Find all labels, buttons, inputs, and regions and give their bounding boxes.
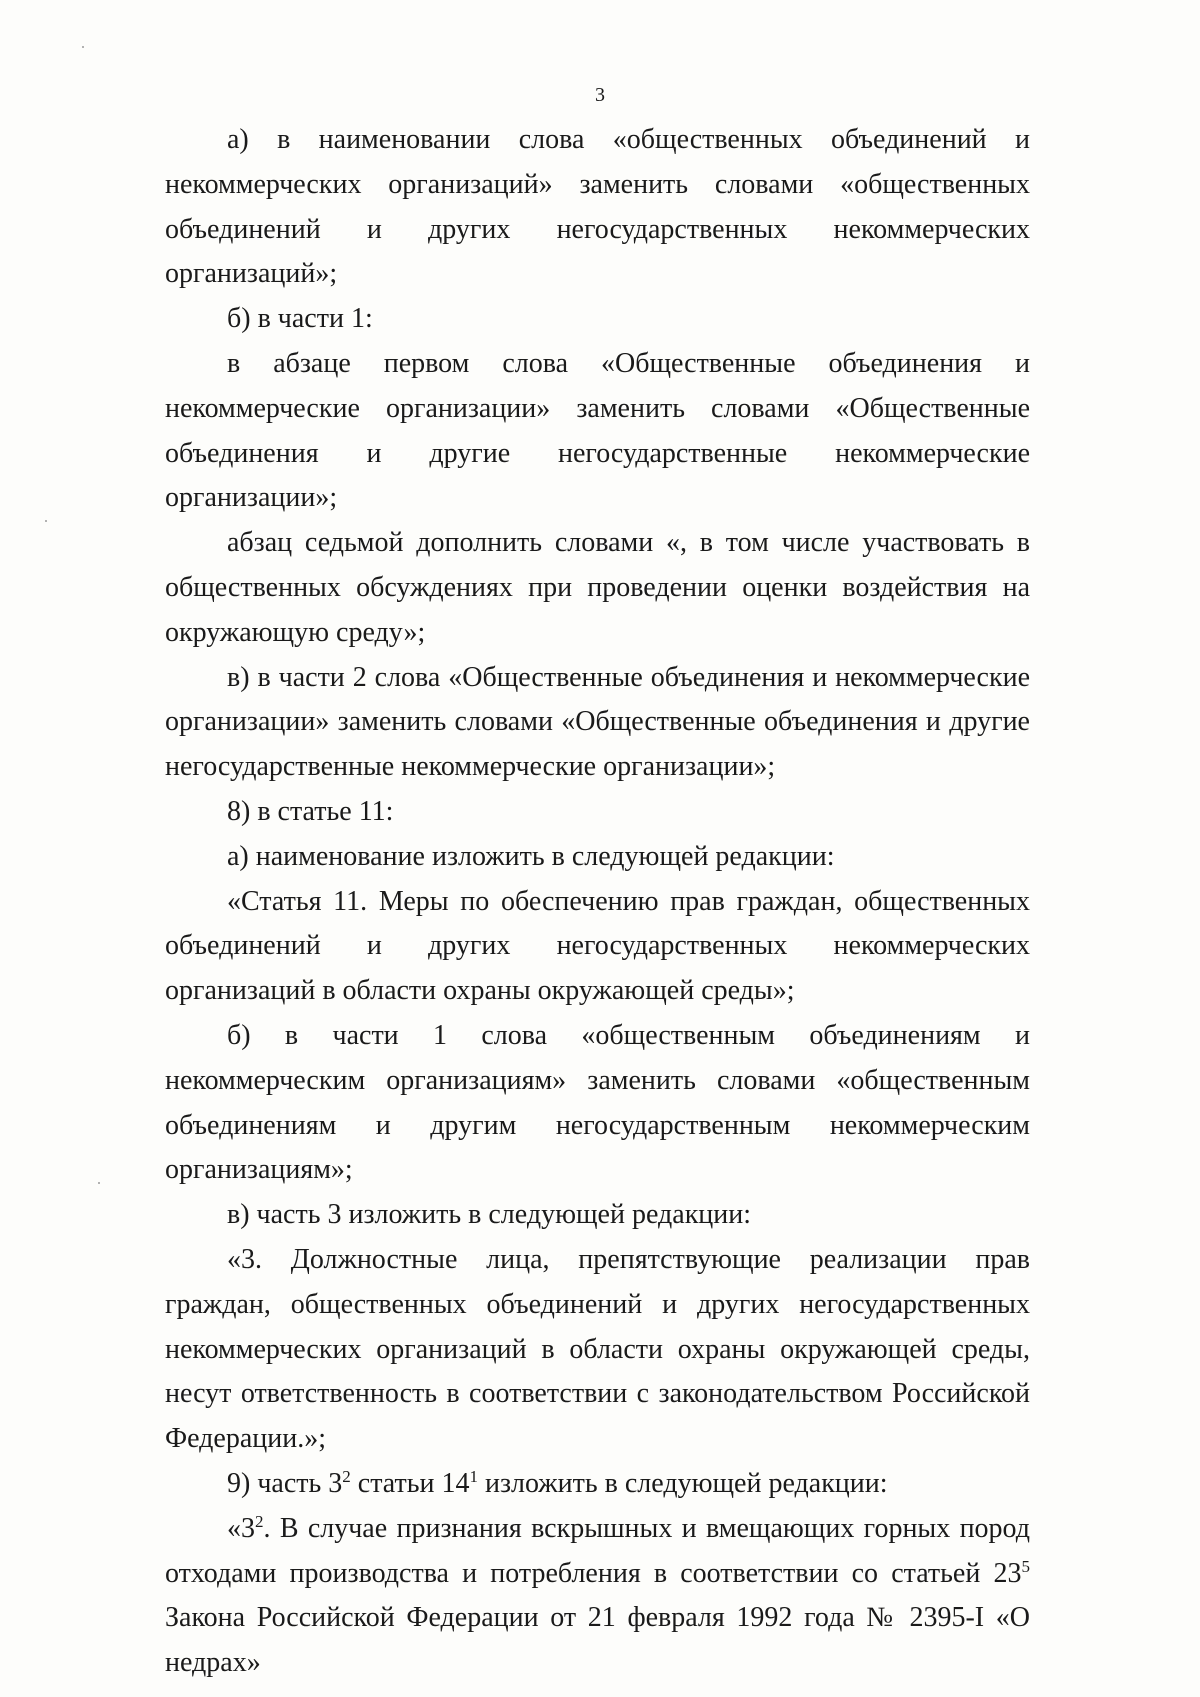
paragraph-article-11-title: «Статья 11. Меры по обеспечению прав граждан, общественных объединений и других негосударственных некоммерческих организаций в области охраны окружающей среды»;: [165, 885, 1030, 1007]
paragraph-item-8v: в) часть 3 изложить в следующей редакции:: [227, 1199, 752, 1231]
text-run: . В случае признания вскрышных и вмещающих горных пород отходами производства и потребления в соответствии со статьей 23: [165, 1512, 1030, 1589]
scan-speck: [82, 46, 84, 48]
paragraph-item-9: [165, 1462, 1030, 1507]
paragraph-part-3-2-text: [165, 1507, 1030, 1686]
paragraph-item-b-part1: б) в части 1:: [227, 303, 373, 335]
paragraph-item-8a: а) наименование изложить в следующей редакции:: [227, 840, 835, 872]
text-run: «3: [227, 1512, 255, 1544]
scan-speck: [45, 520, 47, 522]
paragraph-abzac-seventh: абзац седьмой дополнить словами «, в том числе участвовать в общественных обсуждениях при проведении оценки воздействия на окружающую среду»;: [165, 527, 1030, 648]
scan-speck: [98, 1182, 100, 1184]
text-run: 9) часть 3: [227, 1467, 343, 1499]
superscript: 2: [342, 1466, 351, 1486]
text-run: статьи 14: [350, 1467, 470, 1499]
page-number: 3: [595, 84, 605, 106]
superscript: 2: [255, 1511, 264, 1531]
paragraph-part-3-text: «3. Должностные лица, препятствующие реализации прав граждан, общественных объединений и других негосударственных некоммерческих организаций в области охраны окружающей среды, несут ответственность в соответствии с законодательством Российской Федерации.»;: [165, 1243, 1030, 1455]
text-run: Закона Российской Федерации от 21 февраля 1992 года № 2395-I «О недрах»: [165, 1602, 1030, 1679]
paragraph-abzac-first: в абзаце первом слова «Общественные объединения и некоммерческие организации» заменить словами «Общественные объединения и другие негосударственные некоммерческие организации»;: [165, 347, 1030, 514]
superscript: 5: [1021, 1556, 1030, 1576]
document-body: [165, 118, 1030, 1686]
paragraph-item-a-title: а) в наименовании слова «общественных объединений и некоммерческих организаций» заменить словами «общественных объединений и других негосударственных некоммерческих организаций»;: [165, 124, 1030, 290]
paragraph-item-8: 8) в статье 11:: [227, 795, 394, 827]
paragraph-item-8b: б) в части 1 слова «общественным объединениям и некоммерческим организациям» заменить словами «общественным объединениям и другим негосударственным некоммерческим организациям»;: [165, 1019, 1030, 1186]
paragraph-item-v-part2: в) в части 2 слова «Общественные объединения и некоммерческие организации» заменить словами «Общественные объединения и другие негосударственные некоммерческие организации»;: [165, 661, 1030, 783]
text-run: изложить в следующей редакции:: [477, 1467, 888, 1499]
superscript: 1: [469, 1466, 478, 1486]
